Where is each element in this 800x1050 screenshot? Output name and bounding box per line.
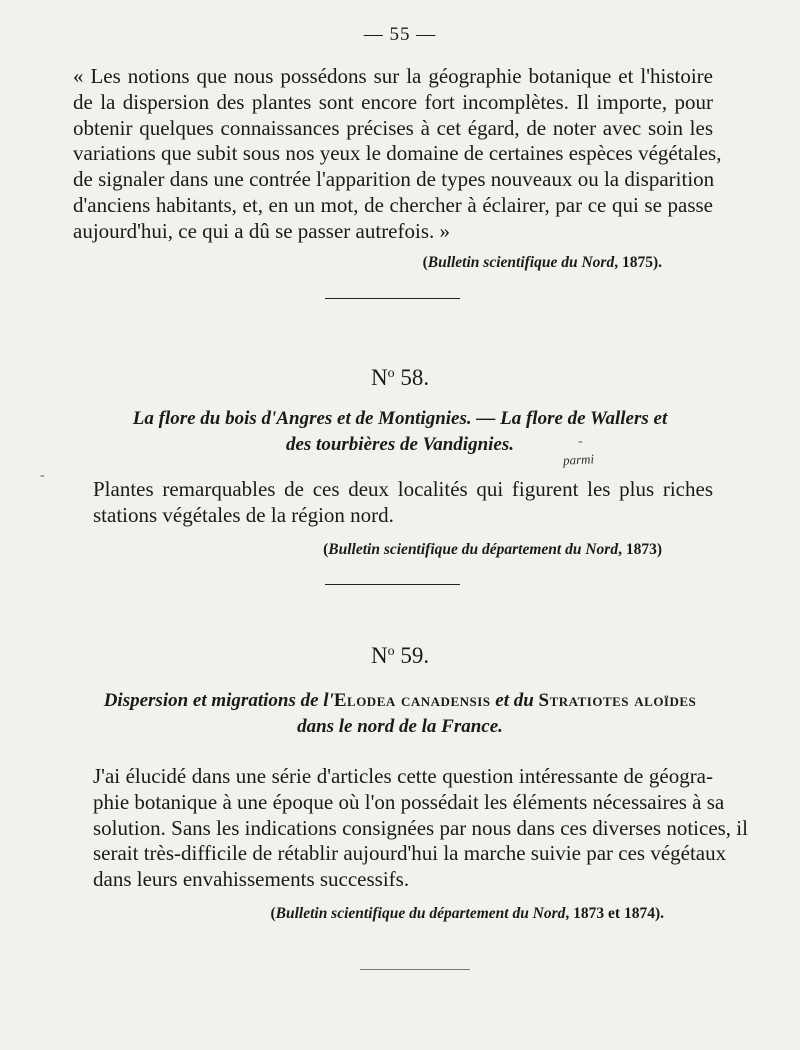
entry-58-number: $N^o$ 58. [370, 365, 430, 390]
margin-mark: - [40, 468, 45, 483]
handwritten-annotation: parmi [562, 451, 595, 468]
quote-line: variations que subit sous nos yeux le domaine de certaines espèces végétales, [73, 141, 722, 166]
quote-paragraph [73, 64, 722, 245]
body-line: Plantes remarquables de ces deux localités qui figurent les plus riches [93, 477, 713, 501]
quote-line: aujourd'hui, ce qui a dû se passer autrefois. » [73, 218, 451, 243]
quote-citation: (Bulletin scientifique du Nord, 1875). [422, 254, 662, 271]
section-divider [360, 969, 470, 970]
quote-line: de signaler dans une contrée l'apparition de types nouveaux ou la disparition [73, 167, 715, 192]
body-line: solution. Sans les indications consignées par nous dans ces diverses notices, il [93, 815, 748, 840]
entry-59-citation: (Bulletin scientifique du département du Nord, 1873 et 1874). [270, 905, 664, 922]
body-line: phie botanique à une époque où l'on possédait les éléments nécessaires à sa [93, 789, 725, 814]
entry-59-number: $N^o$ 59. [370, 643, 430, 668]
quote-line: d'anciens habitants, et, en un mot, de chercher à éclairer, par ce qui se passe [73, 192, 713, 217]
body-line: stations végétales de la région nord. [93, 502, 394, 527]
body-line: serait très-difficile de rétablir aujourd'hui la marche suivie par ces végétaux [93, 841, 727, 866]
entry-59-body [93, 764, 748, 893]
section-divider [325, 584, 460, 585]
entry-58-citation: (Bulletin scientifique du département du Nord, 1873) [323, 541, 662, 558]
quote-line: « Les notions que nous possédons sur la géographie botanique et l'histoire [73, 64, 713, 88]
entry-58-body [93, 477, 713, 529]
quote-line: de la dispersion des plantes sont encore fort incomplètes. Il importe, pour [73, 89, 713, 114]
body-line: J'ai élucidé dans une série d'articles cette question intéressante de géogra- [93, 764, 713, 788]
margin-mark: - [578, 434, 583, 449]
quote-line: obtenir quelques connaissances précises à cet égard, de noter avec soin les [73, 115, 713, 140]
body-line: dans leurs envahissements successifs. [93, 867, 410, 892]
page-number: — 55 — [363, 24, 437, 45]
entry-59-title: Dispersion et migrations de l'Elodea canadensis et du Stratiotes aloïdes dans le nord de la France. [103, 690, 697, 737]
entry-58-title: La flore du bois d'Angres et de Montignies. — La flore de Wallers et des tourbières de Vandignies. [132, 408, 668, 455]
section-divider [325, 298, 460, 299]
